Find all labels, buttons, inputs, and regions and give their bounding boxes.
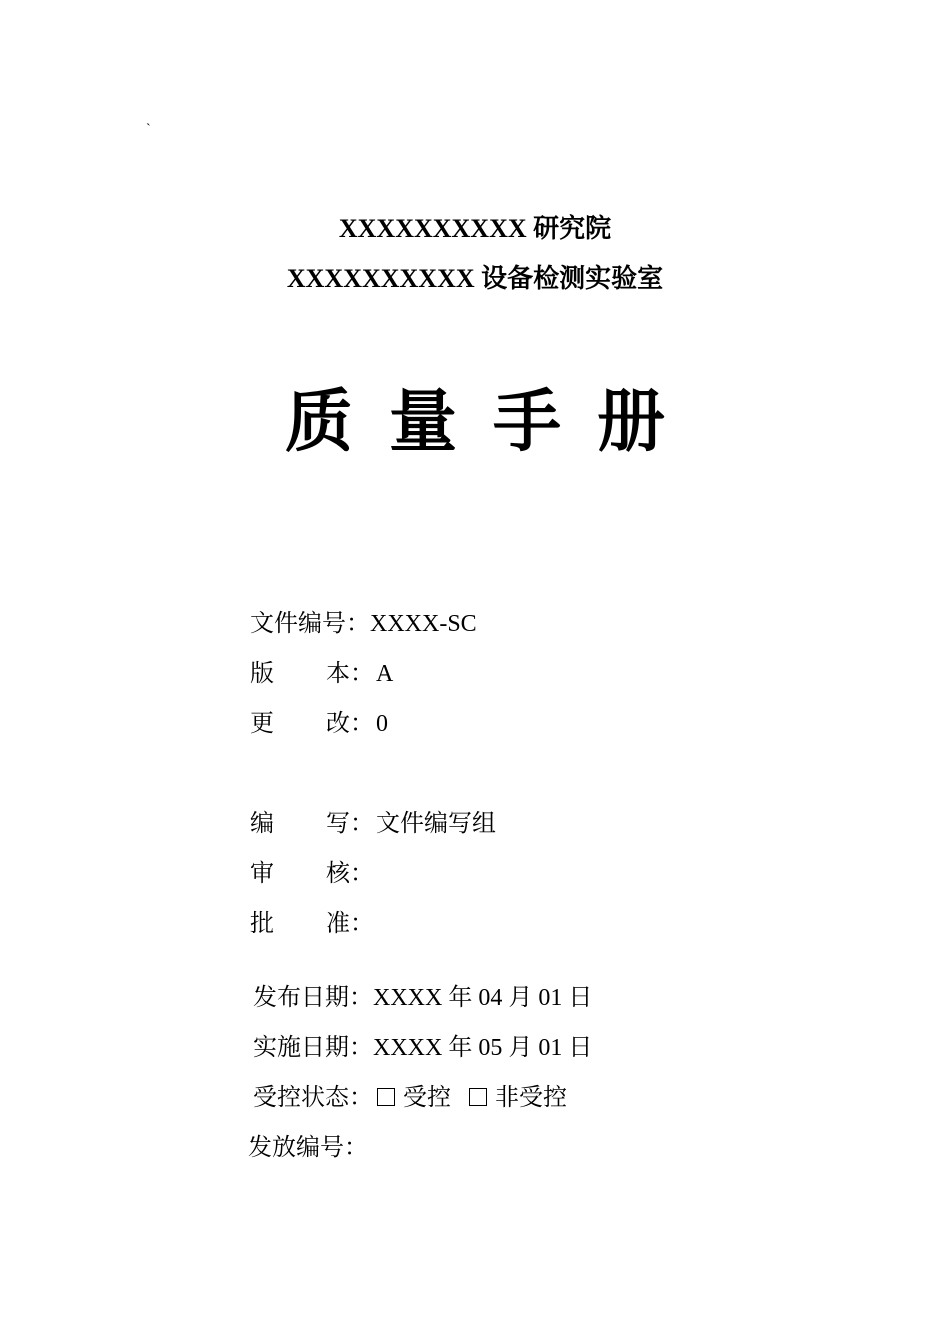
effective-date-label: 实施日期： bbox=[253, 1035, 373, 1061]
version-label-a: 版 bbox=[250, 661, 274, 687]
document-title: 质量手册 bbox=[284, 384, 701, 460]
author-value: 文件编写组 bbox=[376, 811, 496, 837]
review-row bbox=[250, 859, 376, 889]
controlled-option-label: 受控 bbox=[403, 1085, 451, 1111]
author-label-b: 写： bbox=[326, 811, 374, 837]
organization-name: XXXXXXXXXX 研究院 bbox=[338, 214, 612, 243]
controlled-checkbox[interactable] bbox=[377, 1088, 395, 1106]
version-value: A bbox=[376, 661, 394, 687]
file-number-value: XXXX-SC bbox=[370, 611, 477, 637]
approve-row bbox=[250, 909, 376, 939]
control-status-label: 受控状态： bbox=[253, 1085, 373, 1111]
file-number-label: 文件编号： bbox=[250, 611, 370, 637]
author-label-a: 编 bbox=[250, 811, 274, 837]
issue-number-row bbox=[248, 1133, 368, 1163]
uncontrolled-checkbox[interactable] bbox=[469, 1088, 487, 1106]
publish-date-value: XXXX 年 04 月 01 日 bbox=[373, 985, 593, 1011]
issue-number-label: 发放编号： bbox=[248, 1135, 368, 1161]
revision-label-a: 更 bbox=[250, 711, 274, 737]
revision-label-b: 改： bbox=[326, 711, 374, 737]
approve-label-a: 批 bbox=[250, 911, 274, 937]
laboratory-name: XXXXXXXXXX 设备检测实验室 bbox=[286, 264, 664, 293]
publish-date-label: 发布日期： bbox=[253, 985, 373, 1011]
uncontrolled-option-label: 非受控 bbox=[495, 1085, 567, 1111]
approve-label-b: 准： bbox=[326, 911, 374, 937]
stray-mark: ` bbox=[146, 122, 151, 137]
version-row bbox=[250, 659, 393, 689]
effective-date-value: XXXX 年 05 月 01 日 bbox=[373, 1035, 593, 1061]
review-label-a: 审 bbox=[250, 861, 274, 887]
version-label-b: 本： bbox=[326, 661, 374, 687]
file-number-row bbox=[250, 609, 477, 639]
control-status-row bbox=[253, 1083, 567, 1113]
revision-value: 0 bbox=[376, 711, 388, 737]
review-label-b: 核： bbox=[326, 861, 374, 887]
revision-row bbox=[250, 709, 388, 739]
author-row bbox=[250, 809, 496, 839]
effective-date-row bbox=[253, 1033, 592, 1063]
publish-date-row bbox=[253, 983, 592, 1013]
